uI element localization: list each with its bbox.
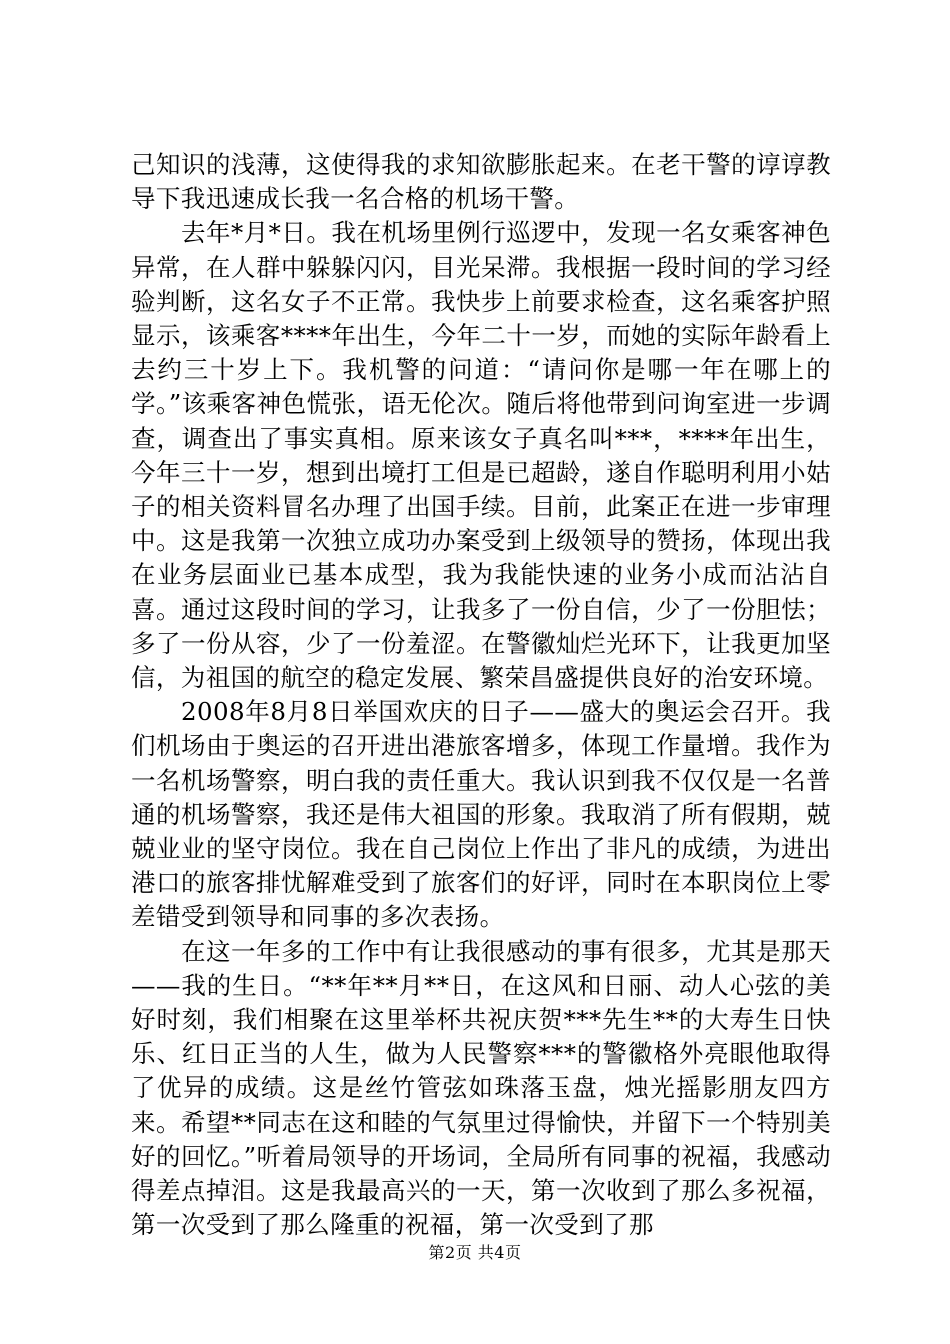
paragraph-1: 己知识的浅薄，这使得我的求知欲膨胀起来。在老干警的谆谆教导下我迅速成长我一名合格的机场干警。 <box>131 150 831 214</box>
page-number-label: 第2页 共4页 <box>428 1243 522 1262</box>
paragraph-4: 在这一年多的工作中有让我很感动的事有很多，尤其是那天——我的生日。“**年**月**日，在这风和日丽、动人心弦的美好时刻，我们相聚在这里举杯共祝庆贺***先生**的大寿生日快乐、红日正当的人生，做为人民警察***的警徽格外亮眼他取得了优异的成绩。这是丝竹管弦如珠落玉盘，烛光摇影朋友四方来。希望**同志在这和睦的气氛里过得愉快，并留下一个特别美好的回忆。”听着局领导的开场词，全局所有同事的祝福，我感动得差点掉泪。这是我最高兴的一天，第一次收到了那么多祝福，第一次受到了那么隆重的祝福，第一次受到了那 <box>131 936 831 1240</box>
paragraph-2: 去年*月*日。我在机场里例行巡逻中，发现一名女乘客神色异常，在人群中躲躲闪闪，目光呆滞。我根据一段时间的学习经验判断，这名女子不正常。我快步上前要求检查，这名乘客护照显示，该乘客****年出生，今年二十一岁，而她的实际年龄看上去约三十岁上下。我机警的问道：“请问你是哪一年在哪上的学。”该乘客神色慌张，语无伦次。随后将他带到问询室进一步调查，调查出了事实真相。原来该女子真名叫***，****年出生，今年三十一岁，想到出境打工但是已超龄，遂自作聪明利用小姑子的相关资料冒名办理了出国手续。目前，此案正在进一步审理中。这是我第一次独立成功办案受到上级领导的赞扬，体现出我在业务层面业已基本成型，我为我能快速的业务小成而沾沾自喜。通过这段时间的学习，让我多了一份自信，少了一份胆怯；多了一份从容，少了一份羞涩。在警徽灿烂光环下，让我更加坚信，为祖国的航空的稳定发展、繁荣昌盛提供良好的治安环境。 <box>131 218 831 693</box>
paragraph-3: 2008年8月8日举国欢庆的日子——盛大的奥运会召开。我们机场由于奥运的召开进出港旅客增多，体现工作量增。我作为一名机场警察，明白我的责任重大。我认识到我不仅仅是一名普通的机场警察，我还是伟大祖国的形象。我取消了所有假期，兢兢业业的坚守岗位。我在自己岗位上作出了非凡的成绩，为进出港口的旅客排忧解难受到了旅客们的好评，同时在本职岗位上零差错受到领导和同事的多次表扬。 <box>131 697 831 932</box>
page-footer <box>0 1243 950 1263</box>
body-text <box>131 148 831 1243</box>
